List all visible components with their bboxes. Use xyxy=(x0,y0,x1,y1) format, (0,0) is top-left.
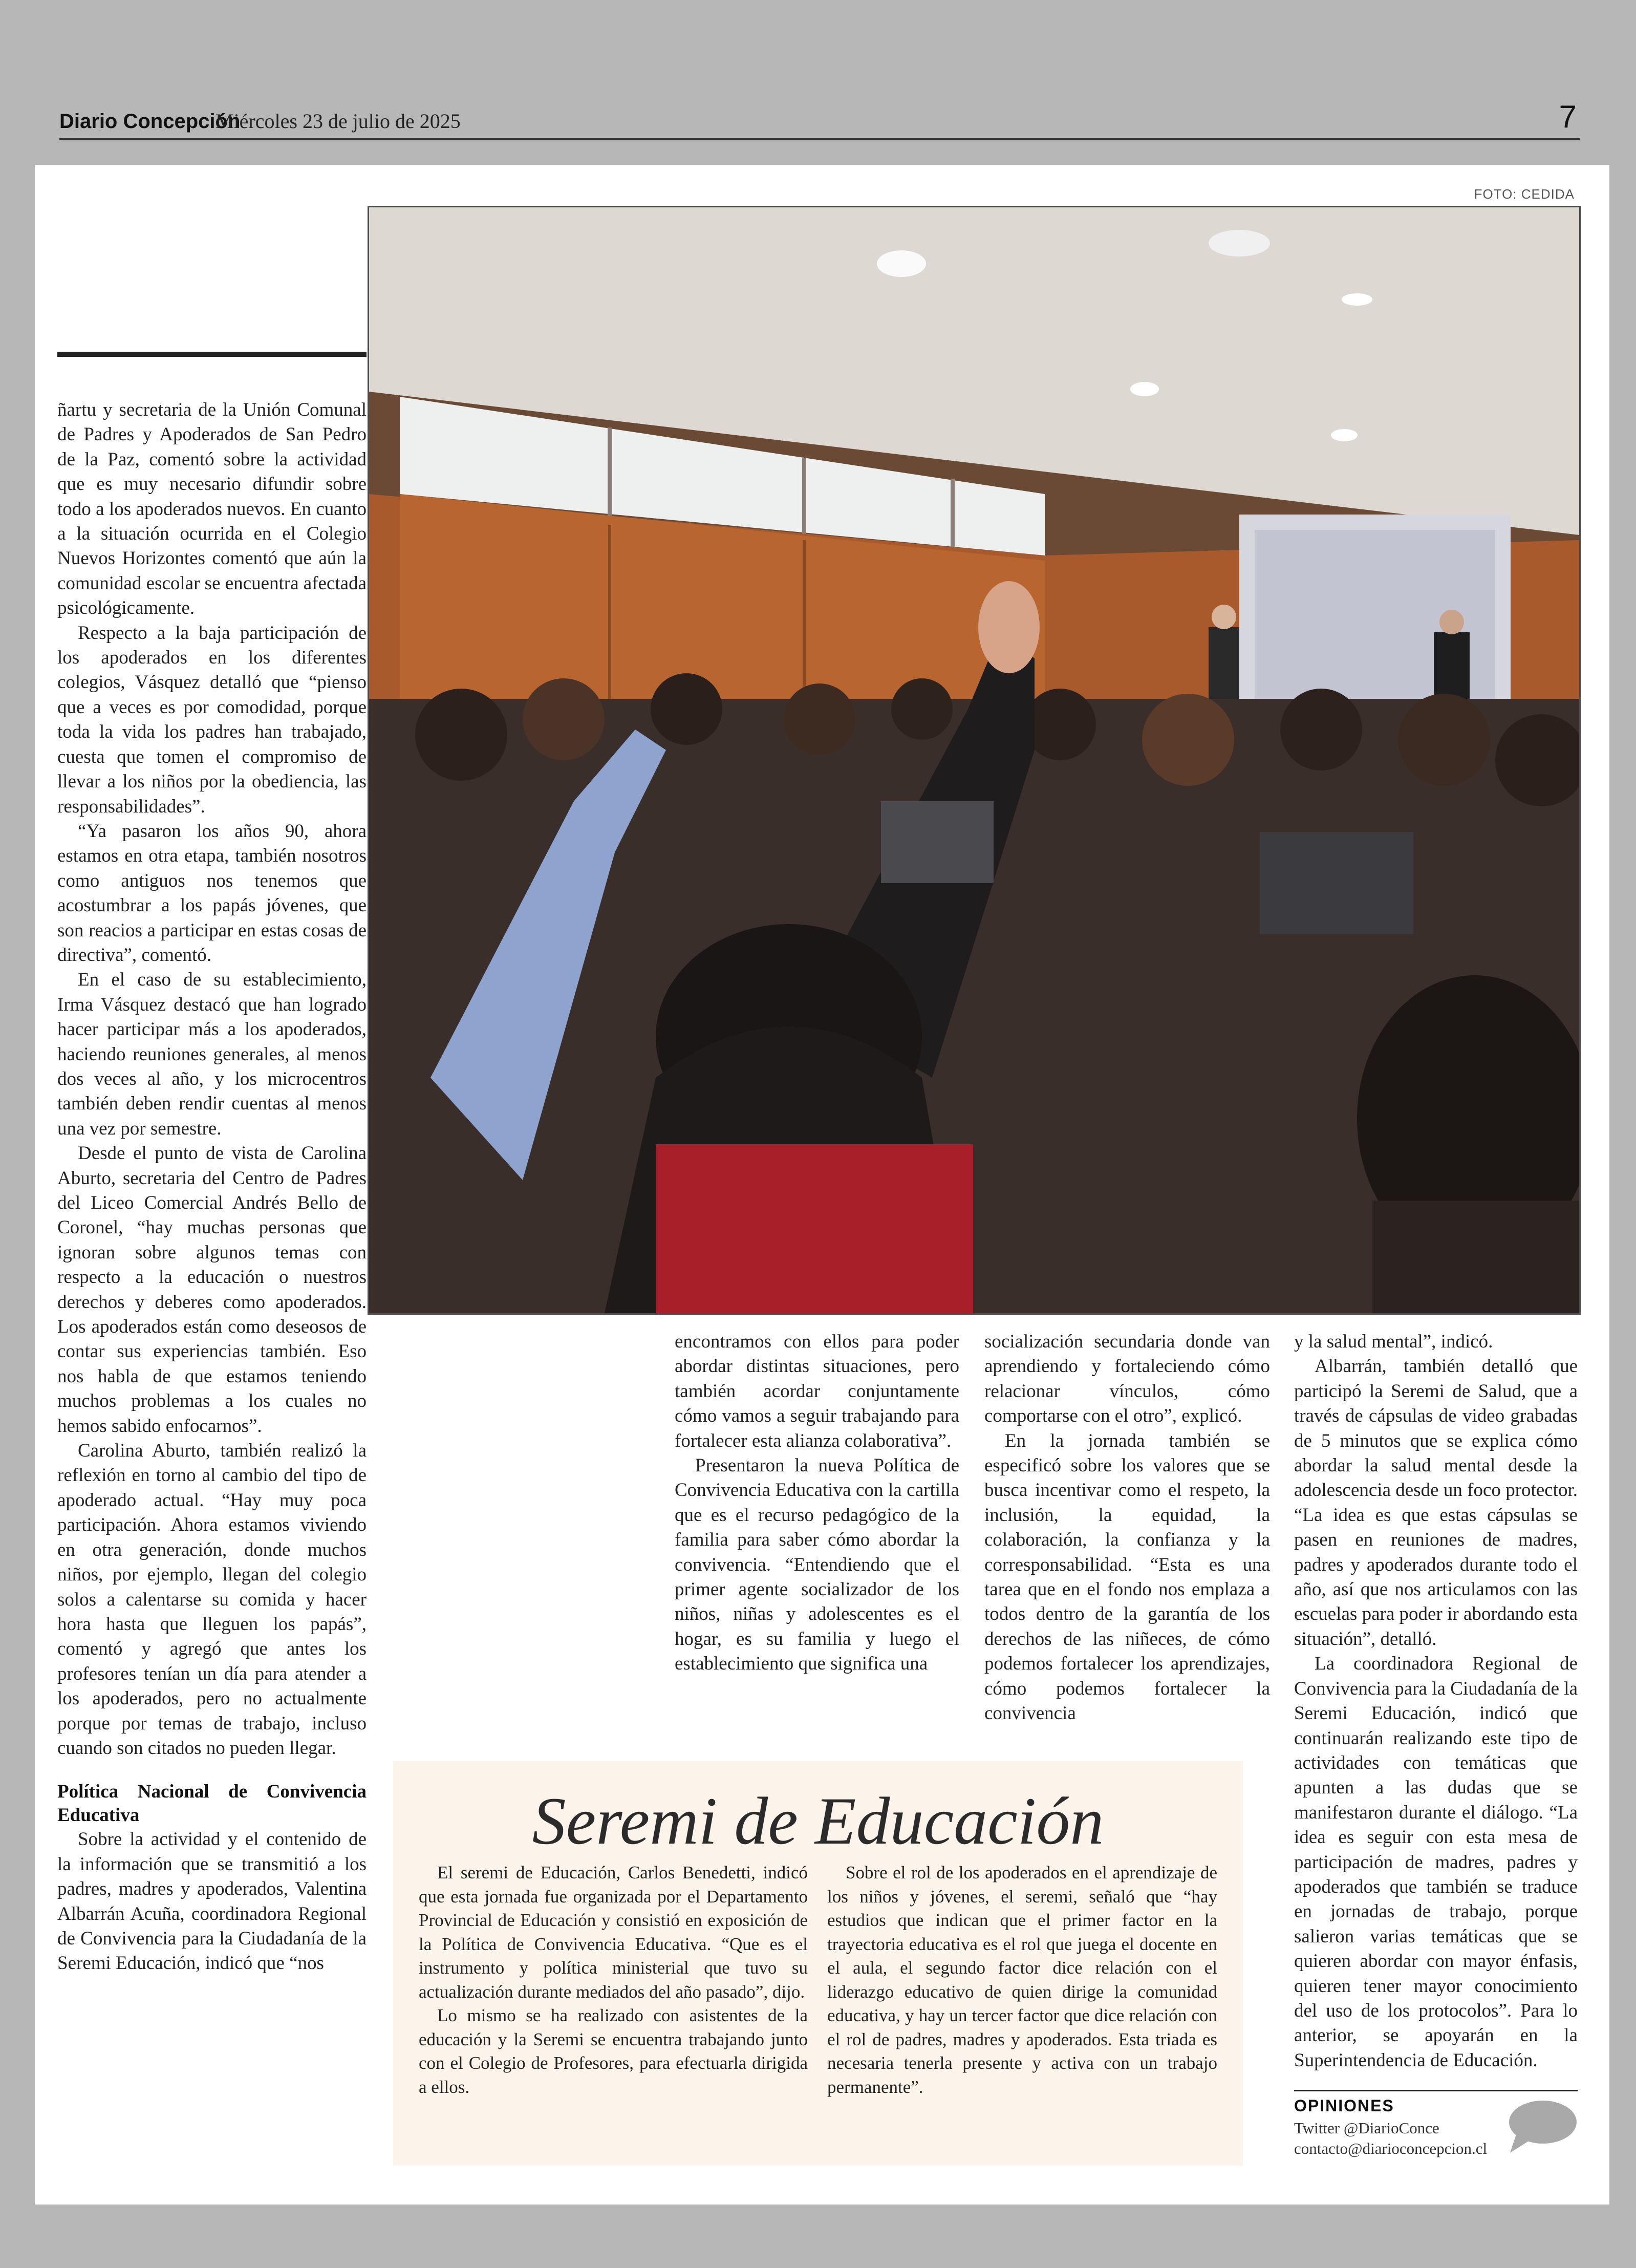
newspaper-page xyxy=(35,165,1609,2205)
page-number: 7 xyxy=(1559,99,1577,135)
audience-photo-illustration xyxy=(369,207,1579,1313)
newspaper-name: Diario Concepción xyxy=(59,110,241,133)
contact-email[interactable]: contacto@diarioconcepcion.cl xyxy=(1294,2139,1488,2157)
sidebar-title: Seremi de Educación xyxy=(532,1783,1104,1858)
issue-date: Miércoles 23 de julio de 2025 xyxy=(216,110,461,133)
paragraph: Sobre la actividad y el contenido de la información que se transmitió a los padres, madres y apoderados, Valentina Albarrán Acuña, coordinadora Regional de Convivencia para la Ciudadanía de la Seremi Educación, indicó que “nos xyxy=(57,1829,367,1974)
paragraph: Presentaron la nueva Política de Convivencia Educativa con la cartilla que es el recurso pedagógico de la familia para saber cómo abordar la convivencia. “Entendiendo que el primer agente socializador de los niños, niñas y adolescentes es el hogar, es su familia y luego el establecimiento que significa una xyxy=(675,1455,959,1675)
article-column-4 xyxy=(1294,1330,1578,2073)
twitter-handle[interactable]: Twitter @DiarioConce xyxy=(1294,2119,1439,2137)
opinions-title: OPINIONES xyxy=(1294,2096,1394,2115)
article-photo xyxy=(368,206,1581,1315)
paragraph: El seremi de Educación, Carlos Benedetti, indicó que esta jornada fue organizada por el Departamento Provincial de Educación y consistió en exposición de la Política de Convivencia Educativa. “Que es el instrumento y política ministerial que tuvo su actualización durante mediados del año pasado”, dijo. xyxy=(419,1863,808,2002)
opinions-block xyxy=(1294,2090,1578,2163)
article-column-1 xyxy=(57,398,367,1976)
paragraph: encontramos con ellos para poder abordar distintas situaciones, pero también acordar conjuntamente cómo vamos a seguir trabajando para fortalecer esta alianza colaborativa”. xyxy=(675,1331,959,1451)
paragraph: socialización secundaria donde van aprendiendo y fortaleciendo cómo relacionar vínculos, cómo comportarse con el otro”, explicó. xyxy=(984,1331,1270,1427)
paragraph: Carolina Aburto, también realizó la reflexión en torno al cambio del tipo de apoderado actual. “Hay muy poca participación. Ahora estamos viviendo en otra generación, donde muchos niños, por ejemplo, llegan del colegio solos a calentarse su comida y hacer hora hasta que lleguen los papás”, comentó y agregó que antes los profesores tenían un día para atender a los apoderados, pero no actualmente porque por temas de trabajo, incluso cuando son citados no pueden llegar. xyxy=(57,1440,367,1759)
paragraph: La coordinadora Regional de Convivencia para la Ciudadanía de la Seremi Educación, indicó que continuarán realizando este tipo de actividades con temáticas que apunten a las dudas que se manifestaron durante el diálogo. “La idea es seguir con esta mesa de participación de madres, padres y apoderados que también se traduce en jornadas de trabajo, porque salieron varias temáticas que se quieren abordar con mayor énfasis, quieren tener mayor conocimiento del uso de los protocolos”. Para lo anterior, se apoyarán en la Superintendencia de Educación. xyxy=(1294,1653,1578,2071)
paragraph: Desde el punto de vista de Carolina Aburto, secretaria del Centro de Padres del Liceo Comercial Andrés Bello de Coronel, “hay muchas personas que ignoran sobre algunos temas con respecto a la educación o nuestros derechos y deberes como apoderados. Los apoderados están como deseosos de contar sus experiencias también. Eso nos habla de que estamos teniendo muchos problemas a los cuales no hemos sabido enfocarnos”. xyxy=(57,1143,367,1437)
article-column-2 xyxy=(675,1330,959,1677)
subheading: Política Nacional de Convivencia Educativa xyxy=(57,1781,367,1826)
paragraph: “Ya pasaron los años 90, ahora estamos en otra etapa, también nosotros como antiguos nos tenemos que acostumbrar a los papás jóvenes, que son reacios a participar en estas cosas de directiva”, comentó. xyxy=(57,820,367,966)
speech-bubble-icon xyxy=(1506,2099,1578,2155)
paragraph: Sobre el rol de los apoderados en el aprendizaje de los niños y jóvenes, el seremi, señaló que “hay estudios que indican que el primer factor en la trayectoria educativa es el rol que juega el docente en el aula, el segundo factor dice relación con el liderazgo educativo de quien dirige la comunidad educativa, y hay un tercer factor que dice relación con el rol de padres, madres y apoderados. Esta triada es necesaria tenerla presente y activa con un trabajo permanente”. xyxy=(827,1863,1217,2097)
paragraph: ñartu y secretaria de la Unión Comunal de Padres y Apoderados de San Pedro de la Paz, comentó sobre la actividad que es muy necesario difundir sobre todo a los apoderados nuevos. En cuanto a la situación ocurrida en el Colegio Nuevos Horizontes comentó que aún la comunidad escolar se encuentra afectada psicológicamente. xyxy=(57,399,367,619)
sidebar-column-left xyxy=(419,1861,808,2099)
paragraph: En la jornada también se especificó sobre los valores que se busca incentivar como el respeto, la inclusión, la equidad, la colaboración, la confianza y la corresponsabilidad. “Esta es una tarea que en el fondo nos emplaza a todos dentro de la garantía de los derechos de las niñeces, de cómo podemos fortalecer los aprendizajes, cómo podemos fortalecer la convivencia xyxy=(984,1430,1270,1724)
paragraph: Albarrán, también detalló que participó la Seremi de Salud, que a través de cápsulas de video grabadas de 5 minutos que se explica cómo abordar la salud mental desde la adolescencia desde un foco protector. “La idea es que estas cápsulas se pasen en reuniones de madres, padres y apoderados durante todo el año, así que nos articulamos con las escuelas para poder ir abordando esta situación”, detalló. xyxy=(1294,1356,1578,1650)
paragraph: Lo mismo se ha realizado con asistentes de la educación y la Seremi se encuentra trabajando junto con el Colegio de Profesores, para efectuarla dirigida a ellos. xyxy=(419,2005,808,2097)
paragraph: En el caso de su establecimiento, Irma Vásquez destacó que han logrado hacer participar más a los apoderados, haciendo reuniones generales, al menos dos veces al año, y los microcentros también deben rendir cuentas al menos una vez por semestre. xyxy=(57,969,367,1139)
sidebar-column-right xyxy=(827,1861,1217,2099)
sidebar-box xyxy=(393,1761,1243,2166)
paragraph: y la salud mental”, indicó. xyxy=(1294,1331,1493,1352)
photo-credit: FOTO: CEDIDA xyxy=(1474,186,1575,202)
paragraph: Respecto a la baja participación de los apoderados en los diferentes colegios, Vásquez detalló que “pienso que a veces es por comodidad, porque toda la vida los padres han trabajado, cuesta que tomen el compromiso de llevar a los niños por la obediencia, las responsabilidades”. xyxy=(57,622,367,817)
article-column-3 xyxy=(984,1330,1270,1726)
masthead xyxy=(59,97,1580,140)
column-divider xyxy=(57,352,367,357)
